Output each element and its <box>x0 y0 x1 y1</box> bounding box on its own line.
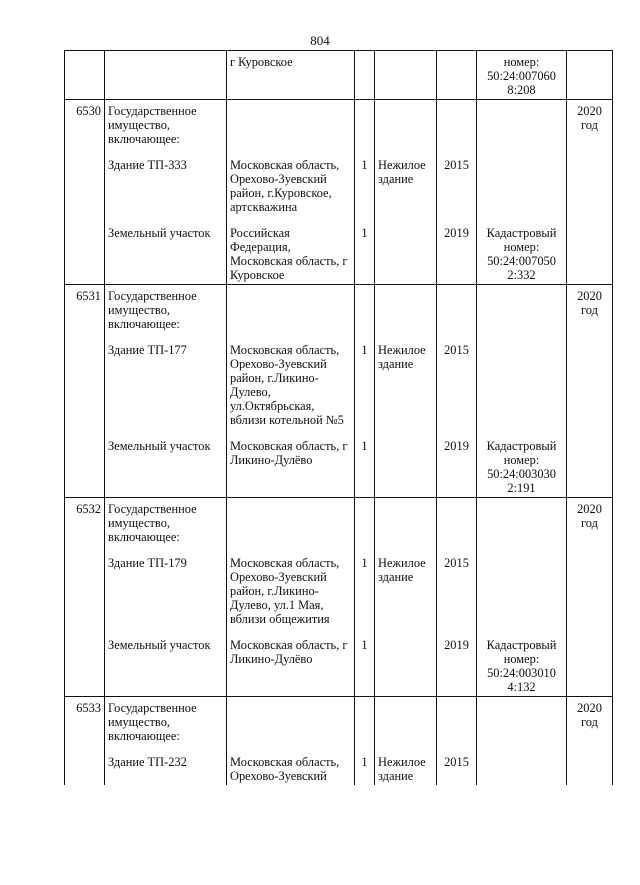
item-cadastral <box>477 697 567 746</box>
row-number <box>65 753 105 785</box>
row-number: 6533 <box>65 697 105 746</box>
spacer-cell <box>375 745 437 753</box>
item-year: 2015 <box>437 156 477 216</box>
item-year: 2019 <box>437 437 477 498</box>
table-subrow <box>65 156 613 216</box>
item-count <box>355 498 375 547</box>
item-name: Земельный участок <box>105 224 227 285</box>
item-year <box>437 100 477 149</box>
table-subrow <box>65 753 613 785</box>
item-count <box>355 697 375 746</box>
item-cadastral: Кадастровый номер: 50:24:003010 4:132 <box>477 636 567 697</box>
spacer-cell <box>355 546 375 554</box>
item-type <box>375 51 437 100</box>
item-name: Земельный участок <box>105 437 227 498</box>
item-count <box>355 285 375 334</box>
spacer-cell <box>437 628 477 636</box>
item-count: 1 <box>355 636 375 697</box>
item-registration: 2020 год <box>567 285 613 334</box>
item-cadastral <box>477 753 567 785</box>
row-number <box>65 437 105 498</box>
item-type <box>375 285 437 334</box>
spacer-cell <box>567 546 613 554</box>
item-type <box>375 498 437 547</box>
table-subrow <box>65 437 613 498</box>
spacer-cell <box>567 628 613 636</box>
spacer-cell <box>355 148 375 156</box>
item-type <box>375 636 437 697</box>
spacer-cell <box>437 546 477 554</box>
table-subrow <box>65 554 613 628</box>
item-registration <box>567 636 613 697</box>
spacer-cell <box>227 333 355 341</box>
item-cadastral <box>477 156 567 216</box>
spacer-cell <box>65 216 105 224</box>
item-address: Московская область, Орехово-Зуевский район, г.Ликино-Дулево, ул.Октябрьская, вблизи котельной №5 <box>227 341 355 429</box>
item-count <box>355 100 375 149</box>
row-spacer <box>65 333 613 341</box>
spacer-cell <box>355 333 375 341</box>
item-registration: 2020 год <box>567 100 613 149</box>
spacer-cell <box>105 745 227 753</box>
item-address: Московская область, г Ликино-Дулёво <box>227 636 355 697</box>
item-year: 2019 <box>437 636 477 697</box>
item-registration <box>567 224 613 285</box>
item-registration <box>567 753 613 785</box>
row-number <box>65 554 105 628</box>
item-name: Здание ТП-232 <box>105 753 227 785</box>
item-type <box>375 224 437 285</box>
spacer-cell <box>105 628 227 636</box>
item-address: Московская область, Орехово-Зуевский район, г.Ликино-Дулево, ул.1 Мая, вблизи общежития <box>227 554 355 628</box>
table-subrow <box>65 341 613 429</box>
item-registration <box>567 51 613 100</box>
spacer-cell <box>355 429 375 437</box>
item-year <box>437 285 477 334</box>
item-name <box>105 51 227 100</box>
spacer-cell <box>355 216 375 224</box>
spacer-cell <box>227 546 355 554</box>
item-type: Нежилое здание <box>375 753 437 785</box>
item-type <box>375 437 437 498</box>
spacer-cell <box>567 745 613 753</box>
item-type <box>375 697 437 746</box>
spacer-cell <box>437 333 477 341</box>
spacer-cell <box>567 333 613 341</box>
item-count: 1 <box>355 341 375 429</box>
row-number <box>65 341 105 429</box>
item-cadastral <box>477 498 567 547</box>
item-name: Государственное имущество, включающее: <box>105 697 227 746</box>
spacer-cell <box>477 216 567 224</box>
item-cadastral <box>477 100 567 149</box>
item-name: Государственное имущество, включающее: <box>105 285 227 334</box>
spacer-cell <box>105 148 227 156</box>
item-type: Нежилое здание <box>375 341 437 429</box>
item-address: Московская область, Орехово-Зуевский <box>227 753 355 785</box>
table-subrow <box>65 224 613 285</box>
spacer-cell <box>375 333 437 341</box>
item-address: Московская область, Орехово-Зуевский район, г.Куровское, артскважина <box>227 156 355 216</box>
row-number: 6530 <box>65 100 105 149</box>
item-count: 1 <box>355 224 375 285</box>
item-address: г Куровское <box>227 51 355 100</box>
item-registration <box>567 554 613 628</box>
spacer-cell <box>567 148 613 156</box>
spacer-cell <box>355 628 375 636</box>
item-address <box>227 498 355 547</box>
item-name: Земельный участок <box>105 636 227 697</box>
spacer-cell <box>375 628 437 636</box>
item-year <box>437 498 477 547</box>
item-address: Российская Федерация, Московская область, г Куровское <box>227 224 355 285</box>
spacer-cell <box>375 148 437 156</box>
row-number: 6531 <box>65 285 105 334</box>
spacer-cell <box>477 148 567 156</box>
spacer-cell <box>227 745 355 753</box>
table-row <box>65 100 613 149</box>
spacer-cell <box>105 216 227 224</box>
spacer-cell <box>65 745 105 753</box>
item-name: Здание ТП-333 <box>105 156 227 216</box>
item-year: 2015 <box>437 554 477 628</box>
spacer-cell <box>375 546 437 554</box>
table-row <box>65 697 613 746</box>
table-row <box>65 51 613 100</box>
item-type: Нежилое здание <box>375 156 437 216</box>
row-spacer <box>65 745 613 753</box>
spacer-cell <box>227 216 355 224</box>
spacer-cell <box>105 333 227 341</box>
item-count: 1 <box>355 156 375 216</box>
spacer-cell <box>227 429 355 437</box>
item-registration: 2020 год <box>567 697 613 746</box>
item-name: Государственное имущество, включающее: <box>105 498 227 547</box>
spacer-cell <box>437 216 477 224</box>
item-year: 2015 <box>437 341 477 429</box>
row-number <box>65 156 105 216</box>
spacer-cell <box>375 429 437 437</box>
spacer-cell <box>375 216 437 224</box>
page-number: 804 <box>310 33 330 48</box>
item-year: 2015 <box>437 753 477 785</box>
spacer-cell <box>355 745 375 753</box>
item-name: Здание ТП-179 <box>105 554 227 628</box>
row-number <box>65 51 105 100</box>
table-row <box>65 498 613 547</box>
spacer-cell <box>227 148 355 156</box>
spacer-cell <box>437 148 477 156</box>
row-spacer <box>65 628 613 636</box>
table-row <box>65 285 613 334</box>
spacer-cell <box>227 628 355 636</box>
item-name: Государственное имущество, включающее: <box>105 100 227 149</box>
spacer-cell <box>477 333 567 341</box>
item-registration <box>567 437 613 498</box>
item-cadastral <box>477 285 567 334</box>
spacer-cell <box>65 429 105 437</box>
table-subrow <box>65 636 613 697</box>
spacer-cell <box>477 745 567 753</box>
spacer-cell <box>437 745 477 753</box>
spacer-cell <box>65 148 105 156</box>
item-registration <box>567 156 613 216</box>
item-registration: 2020 год <box>567 498 613 547</box>
spacer-cell <box>477 546 567 554</box>
spacer-cell <box>105 429 227 437</box>
item-year: 2019 <box>437 224 477 285</box>
row-spacer <box>65 216 613 224</box>
row-number: 6532 <box>65 498 105 547</box>
item-address: Московская область, г Ликино-Дулёво <box>227 437 355 498</box>
item-type: Нежилое здание <box>375 554 437 628</box>
spacer-cell <box>477 628 567 636</box>
item-type <box>375 100 437 149</box>
item-count: 1 <box>355 753 375 785</box>
item-name: Здание ТП-177 <box>105 341 227 429</box>
item-cadastral <box>477 341 567 429</box>
spacer-cell <box>105 546 227 554</box>
spacer-cell <box>437 429 477 437</box>
row-number <box>65 636 105 697</box>
item-year <box>437 697 477 746</box>
item-year <box>437 51 477 100</box>
spacer-cell <box>65 333 105 341</box>
item-address <box>227 100 355 149</box>
item-count: 1 <box>355 437 375 498</box>
item-address <box>227 697 355 746</box>
item-count <box>355 51 375 100</box>
spacer-cell <box>567 216 613 224</box>
item-cadastral: Кадастровый номер: 50:24:003030 2:191 <box>477 437 567 498</box>
spacer-cell <box>567 429 613 437</box>
row-number <box>65 224 105 285</box>
item-address <box>227 285 355 334</box>
item-count: 1 <box>355 554 375 628</box>
spacer-cell <box>65 546 105 554</box>
item-cadastral: Кадастровый номер: 50:24:007050 2:332 <box>477 224 567 285</box>
spacer-cell <box>65 628 105 636</box>
item-registration <box>567 341 613 429</box>
item-cadastral: номер: 50:24:007060 8:208 <box>477 51 567 100</box>
property-table <box>64 50 613 785</box>
item-cadastral <box>477 554 567 628</box>
row-spacer <box>65 429 613 437</box>
spacer-cell <box>477 429 567 437</box>
row-spacer <box>65 546 613 554</box>
row-spacer <box>65 148 613 156</box>
